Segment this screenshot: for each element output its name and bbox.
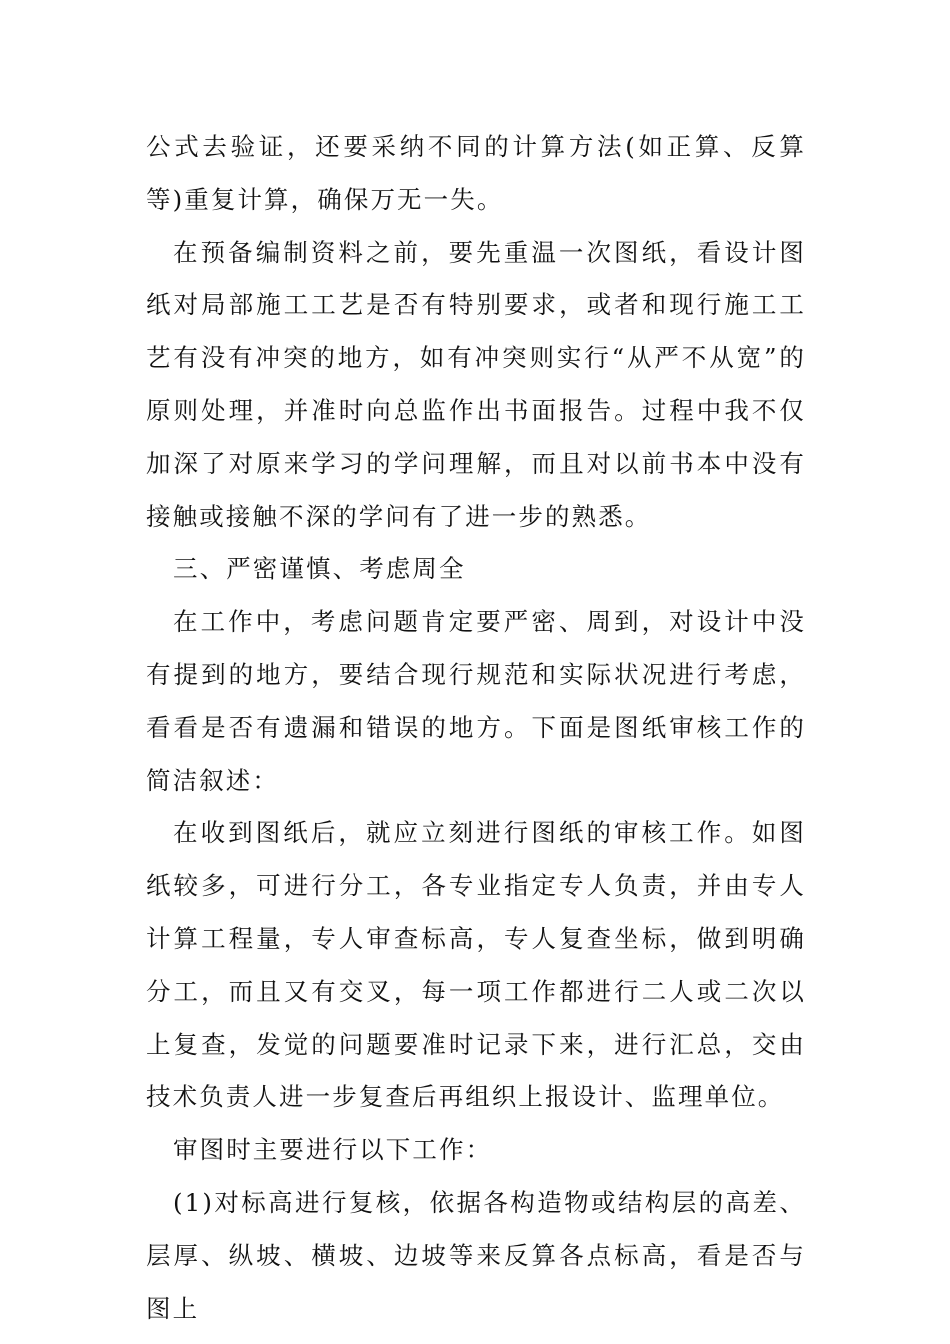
document-body — [146, 121, 806, 1335]
section-heading-rigor: 三、严密谨慎、考虑周全 — [173, 554, 466, 584]
paragraph-drawing-review-prep: 在预备编制资料之前，要先重温一次图纸，看设计图纸对局部施工工艺是否有特别要求，或者和现行施工工艺有没有冲突的地方，如有冲突则实行“从严不从宽”的原则处理，并准时向总监作出书面报告。过程中我不仅加深了对原来学习的学问理解，而且对以前书本中没有接触或接触不深的学问有了进一步的熟悉。 — [146, 237, 806, 531]
paragraph-review-tasks-intro: 审图时主要进行以下工作： — [173, 1135, 493, 1165]
paragraph-thorough-consideration: 在工作中，考虑问题肯定要严密、周到，对设计中没有提到的地方，要结合现行规范和实际状况进行考虑，看看是否有遗漏和错误的地方。下面是图纸审核工作的简洁叙述： — [146, 607, 806, 795]
paragraph-elevation-check: (1)对标高进行复核，依据各构造物或结构层的高差、层厚、纵坡、横坡、边坡等来反算各点标高，看是否与图上 — [146, 1187, 806, 1323]
paragraph-drawing-audit-process: 在收到图纸后，就应立刻进行图纸的审核工作。如图纸较多，可进行分工，各专业指定专人负责，并由专人计算工程量，专人审查标高，专人复查坐标，做到明确分工，而且又有交叉，每一项工作都进行二人或二次以上复查，发觉的问题要准时记录下来，进行汇总，交由技术负责人进一步复查后再组织上报设计、监理单位。 — [146, 818, 806, 1112]
paragraph-continuation: 公式去验证，还要采纳不同的计算方法(如正算、反算等)重复计算，确保万无一失。 — [146, 132, 806, 214]
